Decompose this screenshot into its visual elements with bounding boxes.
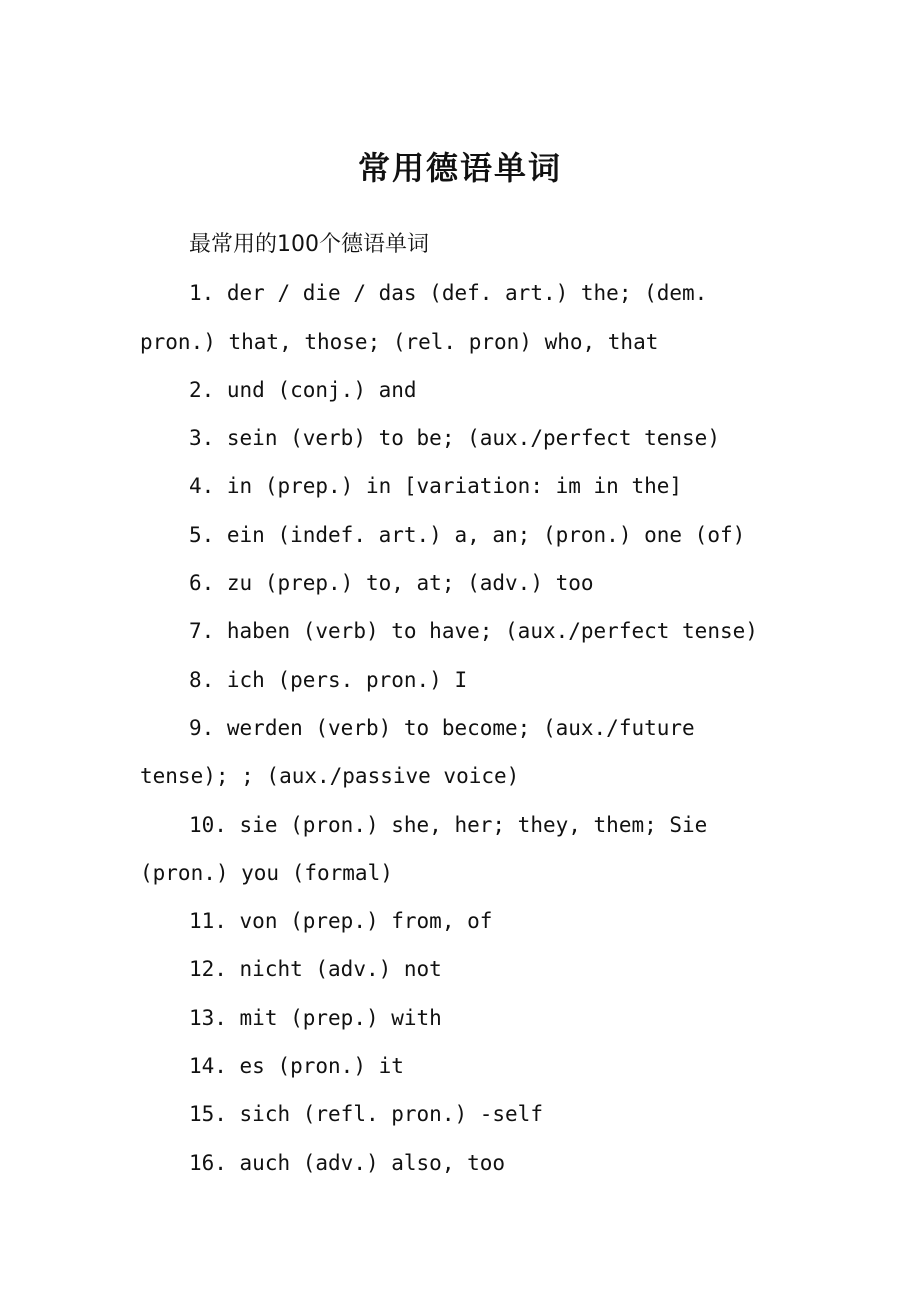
entry-text: und (conj.) and: [226, 377, 417, 402]
entry-text: der / die / das (def. art.) the; (dem. pron.) that, those; (rel. pron) who, that: [140, 281, 708, 354]
entry-number: 3.: [189, 426, 215, 451]
entry-text: sie (pron.) she, her; they, them; Sie (pron.) you (formal): [140, 812, 708, 885]
word-entry-7: [140, 607, 790, 655]
word-entry-13: [140, 994, 790, 1042]
entry-number: 11.: [189, 909, 227, 934]
document-subtitle: 最常用的100个德语单词: [189, 232, 429, 257]
entry-number: 10.: [189, 812, 227, 837]
word-entry-10: [140, 801, 790, 898]
document-body: [140, 221, 790, 1187]
entry-text: haben (verb) to have; (aux./perfect tense): [226, 619, 758, 644]
entry-number: 5.: [189, 522, 215, 547]
entry-text: auch (adv.) also, too: [239, 1150, 506, 1175]
entry-text: in (prep.) in [variation: im in the]: [226, 474, 683, 499]
entry-number: 1.: [189, 281, 215, 306]
entry-text: sich (refl. pron.) -self: [239, 1102, 543, 1127]
word-entry-4: [140, 462, 790, 510]
entry-number: 8.: [189, 667, 215, 692]
entry-number: 6.: [189, 571, 215, 596]
word-entry-3: [140, 414, 790, 462]
entry-text: ich (pers. pron.) I: [226, 667, 468, 692]
entry-text: von (prep.) from, of: [239, 909, 493, 934]
entry-text: es (pron.) it: [239, 1054, 404, 1079]
entry-number: 15.: [189, 1102, 227, 1127]
word-entry-12: [140, 945, 790, 993]
entry-text: ein (indef. art.) a, an; (pron.) one (of): [226, 522, 746, 547]
word-entry-15: [140, 1090, 790, 1138]
entry-number: 7.: [189, 619, 215, 644]
word-entry-1: [140, 269, 790, 366]
word-entry-9: [140, 704, 790, 801]
word-entry-2: [140, 366, 790, 414]
entry-number: 2.: [189, 377, 215, 402]
word-entry-8: [140, 656, 790, 704]
entry-number: 16.: [189, 1150, 227, 1175]
word-entry-14: [140, 1042, 790, 1090]
word-entry-11: [140, 897, 790, 945]
entry-number: 13.: [189, 1005, 227, 1030]
entry-text: werden (verb) to become; (aux./future tense); ; (aux./passive voice): [140, 715, 695, 789]
entry-text: nicht (adv.) not: [239, 957, 442, 982]
entry-number: 4.: [189, 474, 215, 499]
word-entry-16: [140, 1139, 790, 1187]
word-entry-5: [140, 511, 790, 559]
entry-number: 14.: [189, 1054, 227, 1079]
entry-text: mit (prep.) with: [239, 1005, 442, 1030]
entry-text: zu (prep.) to, at; (adv.) too: [226, 571, 594, 596]
entry-number: 9.: [189, 715, 215, 740]
word-entry-6: [140, 559, 790, 607]
entry-number: 12.: [189, 957, 227, 982]
page-title: 常用德语单词: [357, 149, 562, 187]
entry-text: sein (verb) to be; (aux./perfect tense): [226, 426, 720, 451]
